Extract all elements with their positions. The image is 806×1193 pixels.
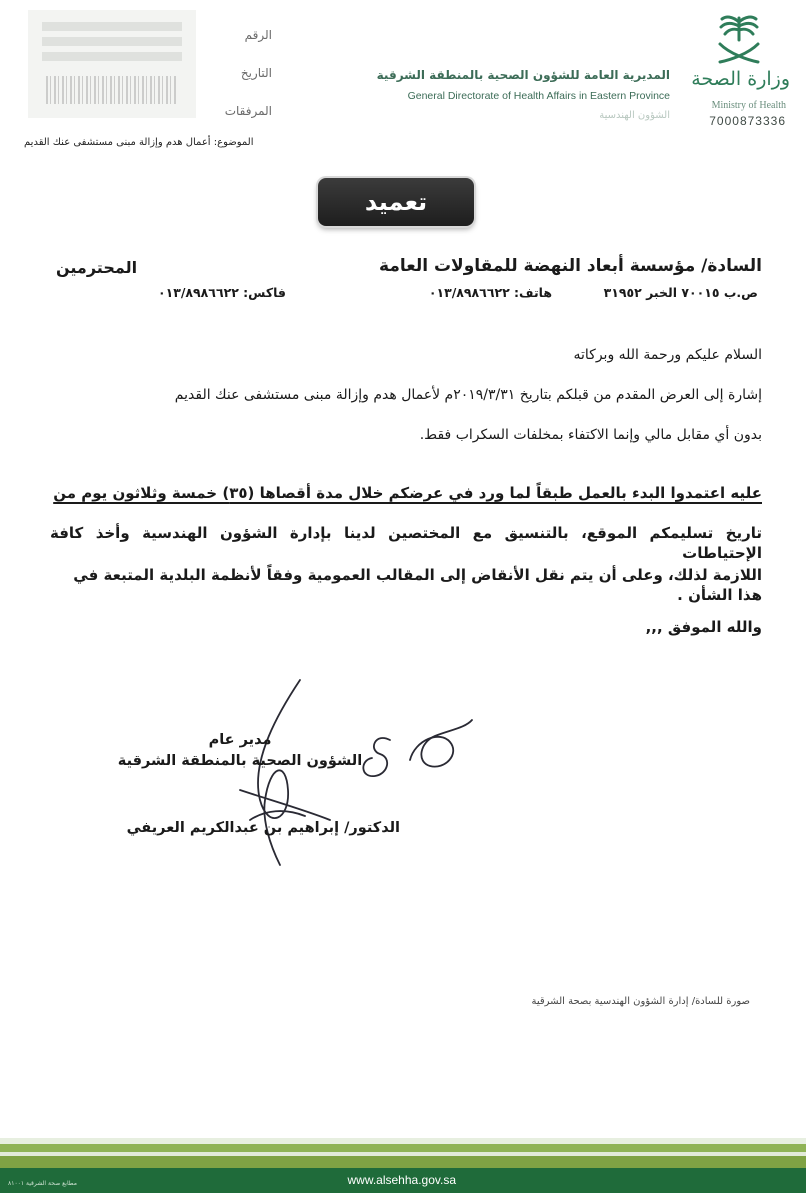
recipient-line: السادة/ مؤسسة أبعاد النهضة للمقاولات العامة bbox=[379, 256, 762, 276]
subject-line: الموضوع: أعمال هدم وإزالة مبنى مستشفى عنك القديم bbox=[24, 137, 254, 148]
directorate-arabic: المديرية العامة للشؤون الصحية بالمنطقة الشرقية bbox=[376, 68, 670, 82]
instruction-line-1 bbox=[50, 484, 762, 504]
reference-stamp bbox=[28, 10, 196, 118]
directorate-english: General Directorate of Health Affairs in Eastern Province bbox=[407, 90, 670, 102]
ministry-name-english: Ministry of Health bbox=[711, 100, 786, 111]
palm-swords-icon bbox=[716, 10, 762, 66]
reference-line-2: بدون أي مقابل مالي وإنما الاكتفاء بمخلفات السكراب فقط. bbox=[419, 427, 762, 443]
website-link[interactable]: www.alsehha.gov.sa bbox=[347, 1173, 456, 1187]
handwritten-signature bbox=[210, 670, 490, 880]
reference-line-1: إشارة إلى العرض المقدم من قبلكم بتاريخ ٢٠١٩/٣/٣١م لأعمال هدم وإزالة مبنى مستشفى عنك القديم bbox=[174, 387, 762, 403]
document-title: تعميد bbox=[318, 178, 474, 226]
signer-title-2: الشؤون الصحية بالمنطقة الشرقية bbox=[117, 753, 363, 770]
greeting: السلام عليكم ورحمة الله وبركاته bbox=[573, 347, 762, 363]
signer-title-1: مدير عام bbox=[208, 732, 272, 748]
directorate-header bbox=[376, 64, 670, 134]
phone-number: هاتف: ٠١٣/٨٩٨٦٦٢٢ bbox=[428, 285, 552, 300]
ministry-logo bbox=[676, 10, 796, 128]
signer-name: الدكتور/ إبراهيم بن عبدالكريم العريفي bbox=[126, 820, 400, 836]
printer-note: مطابع صحة الشرقية ٨١٠٠١ bbox=[8, 1180, 77, 1187]
signature-block bbox=[80, 730, 400, 772]
attachments-label: المرفقات bbox=[224, 104, 272, 118]
po-box: ص.ب ٧٠٠١٥ الخبر ٣١٩٥٢ bbox=[603, 285, 758, 300]
barcode bbox=[46, 76, 178, 104]
carbon-copy: صورة للسادة/ إدارة الشؤون الهندسية بصحة الشرقية bbox=[531, 996, 750, 1007]
footer-stripes bbox=[0, 1138, 806, 1168]
fax-number: فاكس: ٠١٣/٨٩٨٦٦٢٢ bbox=[157, 285, 286, 300]
closing-phrase: والله الموفق ,,, bbox=[645, 618, 762, 636]
ministry-name-arabic: وزارة الصحة bbox=[691, 68, 790, 90]
instruction-line-2-text: تاريخ تسليمكم الموقع، بالتنسيق مع المختصين لدينا بإدارة الشؤون الهندسية وأخذ كافة الإحتياطات bbox=[50, 524, 762, 562]
number-label: الرقم bbox=[244, 28, 272, 42]
honorific: المحترمين bbox=[56, 258, 138, 277]
instruction-line-3: اللازمة لذلك، وعلى أن يتم نقل الأنقاض إلى المقالب العمومية وفقاً لأنظمة البلدية المتبعة في هذا الشأن . bbox=[73, 566, 762, 604]
ministry-phone: 7000873336 bbox=[709, 114, 786, 128]
department-name: الشؤون الهندسية bbox=[599, 110, 670, 121]
instruction-line-1-text: عليه اعتمدوا البدء بالعمل طبقاً لما ورد في عرضكم خلال مدة أقصاها (٣٥) خمسة وثلاثون يوم من bbox=[53, 484, 762, 502]
date-label: التاريخ bbox=[240, 66, 272, 80]
instruction-line-2 bbox=[50, 524, 762, 563]
